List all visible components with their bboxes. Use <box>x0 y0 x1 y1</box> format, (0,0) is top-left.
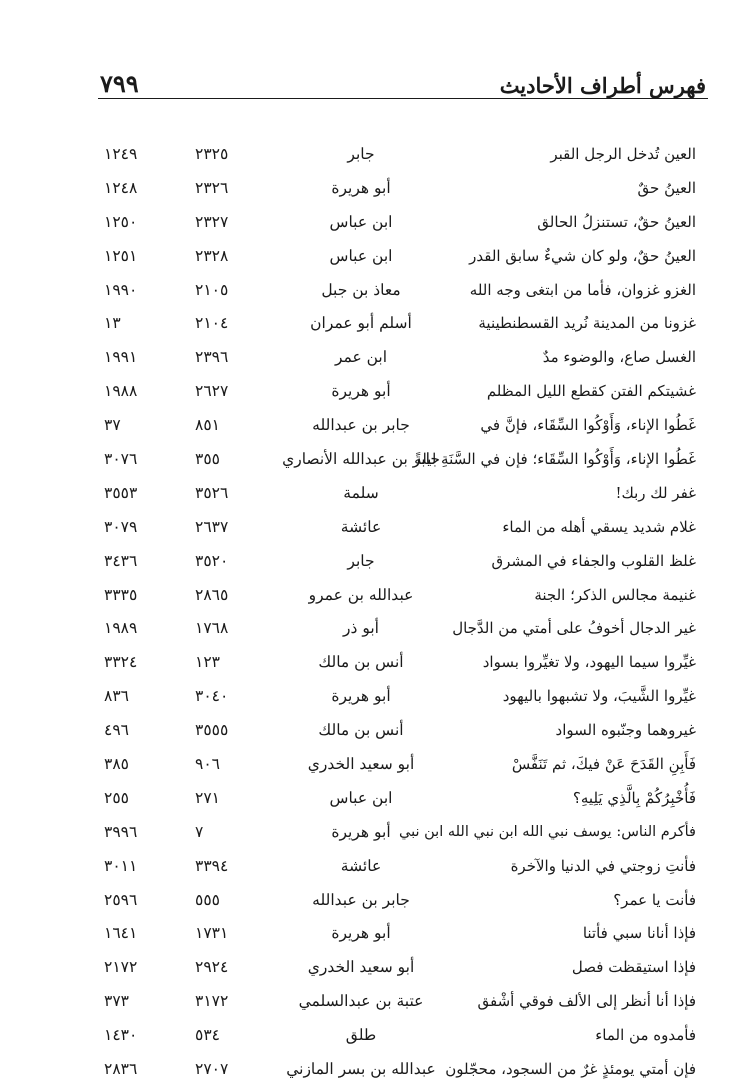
entry-reference-number: ١٢٥١ <box>104 246 138 265</box>
entry-reference-number: ٣٠١١ <box>104 856 138 875</box>
entry-narrator: جابر <box>347 145 375 163</box>
index-entry <box>100 138 706 172</box>
entry-hadith-number: ٢٣٩٦ <box>195 348 229 367</box>
entry-hadith-number: ٢٦٣٧ <box>195 517 229 536</box>
entry-hadith-number: ٢٣٢٧ <box>195 212 229 231</box>
index-entry <box>100 511 706 545</box>
entry-narrator: سلمة <box>343 483 379 502</box>
entry-reference-number: ١٢٤٨ <box>104 178 138 197</box>
entry-reference-number: ٣٥٥٣ <box>104 483 138 502</box>
page-header <box>100 52 706 96</box>
entry-reference-number: ٣٣٢٤ <box>104 653 138 672</box>
entry-reference-number: ٣٠٧٦ <box>104 450 138 469</box>
entry-hadith-number: ٢٣٢٦ <box>195 178 229 197</box>
entry-narrator: جابر بن عبدالله <box>312 416 410 435</box>
entry-reference-number: ٣٠٧٩ <box>104 517 138 536</box>
entry-hadith-number: ٨٥١ <box>195 416 220 435</box>
entry-hadith-number: ٧ <box>195 822 204 841</box>
entry-reference-number: ٣٧ <box>104 416 121 435</box>
entry-hadith-text: غشيتكم الفتن كقطع الليل المظلم <box>486 382 696 401</box>
entry-narrator: أبو هريرة <box>331 382 391 401</box>
entry-hadith-text: فَأَبِنِ القَدَحَ عَنْ فيكَ، ثم تَنَفَّسْ <box>511 755 696 774</box>
entry-narrator: ابن عباس <box>329 246 393 265</box>
entry-hadith-number: ٢٦٢٧ <box>195 382 229 401</box>
entry-hadith-number: ٢٧٠٧ <box>195 1060 229 1079</box>
entry-hadith-text: غيِّروا سيما اليهود، ولا تغيِّروا بسواد <box>482 653 696 672</box>
index-entry <box>100 782 706 816</box>
index-entry <box>100 274 706 308</box>
entry-hadith-text: العين تُدخل الرجل القبر <box>550 145 696 163</box>
entry-reference-number: ١٤٣٠ <box>104 1026 138 1045</box>
entry-hadith-number: ٣٥٥٥ <box>195 721 229 740</box>
entry-narrator: جابر بن عبدالله الأنصاري <box>282 450 440 469</box>
index-entry <box>100 172 706 206</box>
entry-narrator: عتبة بن عبدالسلمي <box>298 992 424 1011</box>
entry-hadith-number: ١٧٦٨ <box>195 619 229 638</box>
entry-reference-number: ٣٧٣ <box>104 992 129 1011</box>
entry-narrator: أبو هريرة <box>331 822 391 841</box>
hadith-index-list <box>100 138 706 1087</box>
index-entry <box>100 850 706 884</box>
entry-narrator: أبو هريرة <box>331 924 391 943</box>
entry-reference-number: ١٩٨٩ <box>104 619 138 638</box>
entry-hadith-text: غيروهما وجنّبوه السواد <box>555 721 696 740</box>
index-entry <box>100 1019 706 1053</box>
entry-hadith-text: غزونا من المدينة نُريد القسطنطينية <box>478 314 696 333</box>
entry-hadith-number: ٢١٠٥ <box>195 280 229 299</box>
entry-narrator: عبدالله بن بسر المازني <box>286 1060 436 1079</box>
entry-hadith-text: فإذا أنا أنظر إلى الألف فوقي أشْفق <box>477 992 696 1011</box>
entry-hadith-number: ٣٣٩٤ <box>195 856 229 875</box>
index-entry <box>100 951 706 985</box>
entry-hadith-number: ٢٨٦٥ <box>195 585 229 604</box>
entry-hadith-number: ٥٣٤ <box>195 1026 220 1045</box>
entry-hadith-text: غنيمة مجالس الذكر؛ الجنة <box>534 585 696 604</box>
entry-hadith-number: ٢١٠٤ <box>195 314 229 333</box>
index-entry <box>100 409 706 443</box>
entry-hadith-number: ٢٣٢٨ <box>195 246 229 265</box>
index-entry <box>100 579 706 613</box>
index-entry <box>100 443 706 477</box>
entry-reference-number: ١٦٤١ <box>104 924 138 943</box>
index-entry <box>100 1053 706 1087</box>
entry-hadith-number: ٣٥٢٠ <box>195 551 229 570</box>
entry-narrator: أبو سعيد الخدري <box>307 755 415 774</box>
index-entry <box>100 477 706 511</box>
index-entry <box>100 375 706 409</box>
entry-hadith-text: غَطُوا الإناء، وَأَوْكُوا السِّقَاء؛ فإن في السَّنَةِ ليلةً <box>414 450 696 469</box>
entry-hadith-number: ٣٠٤٠ <box>195 687 229 706</box>
entry-narrator: جابر <box>347 551 375 570</box>
index-entry <box>100 748 706 782</box>
entry-hadith-number: ٣٥٢٦ <box>195 483 229 502</box>
entry-hadith-text: فأكرم الناس: يوسف نبي الله ابن نبي الله ابن نبي <box>399 823 696 840</box>
entry-narrator: ابن عمر <box>334 348 388 367</box>
index-entry <box>100 206 706 240</box>
entry-hadith-number: ٢٧١ <box>195 788 220 807</box>
entry-reference-number: ٣٨٥ <box>104 755 129 774</box>
entry-hadith-text: غفر لك ربك! <box>615 483 696 502</box>
entry-hadith-text: فإذا استيقظت فصل <box>571 958 696 977</box>
index-entry <box>100 714 706 748</box>
entry-reference-number: ١٩٩١ <box>104 348 138 367</box>
entry-narrator: أبو هريرة <box>331 178 391 197</box>
entry-reference-number: ١٣ <box>104 314 121 333</box>
entry-hadith-number: ٩٠٦ <box>195 755 220 774</box>
entry-hadith-text: فإذا أنانا سبي فأتنا <box>582 924 696 943</box>
entry-reference-number: ٢٥٩٦ <box>104 890 138 909</box>
running-title: فهرس أطراف الأحاديث <box>499 73 706 98</box>
entry-narrator: ابن عباس <box>329 788 393 807</box>
entry-hadith-text: الغسل صاع، والوضوء مدٌ <box>542 348 696 367</box>
entry-narrator: ابن عباس <box>329 212 393 231</box>
entry-reference-number: ٢٥٥ <box>104 788 129 807</box>
entry-reference-number: ٣٤٣٦ <box>104 551 138 570</box>
entry-hadith-number: ١٢٣ <box>195 653 220 672</box>
entry-hadith-text: فَأُخْبِرُكُمْ بِالَّذِي يَلِيهِ؟ <box>572 788 696 807</box>
entry-reference-number: ١٢٥٠ <box>104 212 138 231</box>
entry-narrator: عائشة <box>340 517 382 536</box>
header-rule <box>98 98 708 99</box>
entry-hadith-text: فأمدوه من الماء <box>595 1026 696 1045</box>
entry-narrator: أبو ذر <box>343 619 379 638</box>
entry-hadith-text: العينُ حقٌ، تستنزلُ الحالق <box>537 212 696 231</box>
entry-reference-number: ٢١٧٢ <box>104 958 138 977</box>
page-number: ٧٩٩ <box>100 69 139 98</box>
index-entry <box>100 917 706 951</box>
entry-hadith-text: فإن أمتي يومئذٍ غرٌ من السجود، محجّلون <box>445 1060 696 1079</box>
entry-reference-number: ١٩٩٠ <box>104 280 138 299</box>
index-entry <box>100 307 706 341</box>
entry-narrator: أنس بن مالك <box>318 721 404 740</box>
entry-reference-number: ٢٨٣٦ <box>104 1060 138 1079</box>
entry-hadith-number: ٥٥٥ <box>195 890 220 909</box>
entry-narrator: أسلم أبو عمران <box>310 314 412 333</box>
entry-narrator: جابر بن عبدالله <box>312 890 410 909</box>
entry-narrator: عائشة <box>340 856 382 875</box>
entry-reference-number: ١٩٨٨ <box>104 382 138 401</box>
entry-narrator: أنس بن مالك <box>318 653 404 672</box>
entry-hadith-text: فأنتِ زوجتي في الدنيا والآخرة <box>510 856 696 875</box>
entry-hadith-number: ٣١٧٢ <box>195 992 229 1011</box>
index-entry <box>100 816 706 850</box>
entry-hadith-text: غيِّروا الشَّيبَ، ولا تشبهوا باليهود <box>502 687 696 706</box>
entry-hadith-text: فأنت يا عمر؟ <box>613 890 696 909</box>
entry-hadith-text: غير الدجال أخوفُ على أمتي من الدَّجال <box>452 619 696 638</box>
entry-reference-number: ١٢٤٩ <box>104 145 138 163</box>
entry-hadith-number: ٢٣٢٥ <box>195 145 229 163</box>
entry-hadith-text: العينُ حقٌ <box>637 178 696 197</box>
entry-hadith-text: غلام شديد يسقي أهله من الماء <box>502 517 696 536</box>
entry-reference-number: ٣٩٩٦ <box>104 822 138 841</box>
index-entry <box>100 884 706 918</box>
index-entry <box>100 680 706 714</box>
entry-hadith-text: غَطُوا الإناء، وَأَوْكُوا السِّقَاء، فإنَّ في <box>480 416 696 435</box>
entry-narrator: أبو سعيد الخدري <box>307 958 415 977</box>
entry-narrator: أبو هريرة <box>331 687 391 706</box>
entry-reference-number: ٣٣٣٥ <box>104 585 138 604</box>
entry-reference-number: ٨٣٦ <box>104 687 129 706</box>
index-entry <box>100 612 706 646</box>
entry-narrator: معاذ بن جبل <box>321 280 401 299</box>
entry-hadith-text: غلظ القلوب والجفاء في المشرق <box>491 551 696 570</box>
entry-hadith-text: العينُ حقٌ، ولو كان شيءٌ سابق القدر <box>469 246 696 265</box>
entry-hadith-number: ١٧٣١ <box>195 924 229 943</box>
entry-hadith-number: ٣٥٥ <box>195 450 220 469</box>
entry-narrator: طلق <box>345 1026 377 1045</box>
index-entry <box>100 985 706 1019</box>
entry-hadith-number: ٢٩٢٤ <box>195 958 229 977</box>
index-entry <box>100 646 706 680</box>
entry-reference-number: ٤٩٦ <box>104 721 129 740</box>
index-entry <box>100 240 706 274</box>
index-entry <box>100 545 706 579</box>
entry-narrator: عبدالله بن عمرو <box>308 585 414 604</box>
index-entry <box>100 341 706 375</box>
entry-hadith-text: الغزو غزوان، فأما من ابتغى وجه الله <box>469 280 696 299</box>
